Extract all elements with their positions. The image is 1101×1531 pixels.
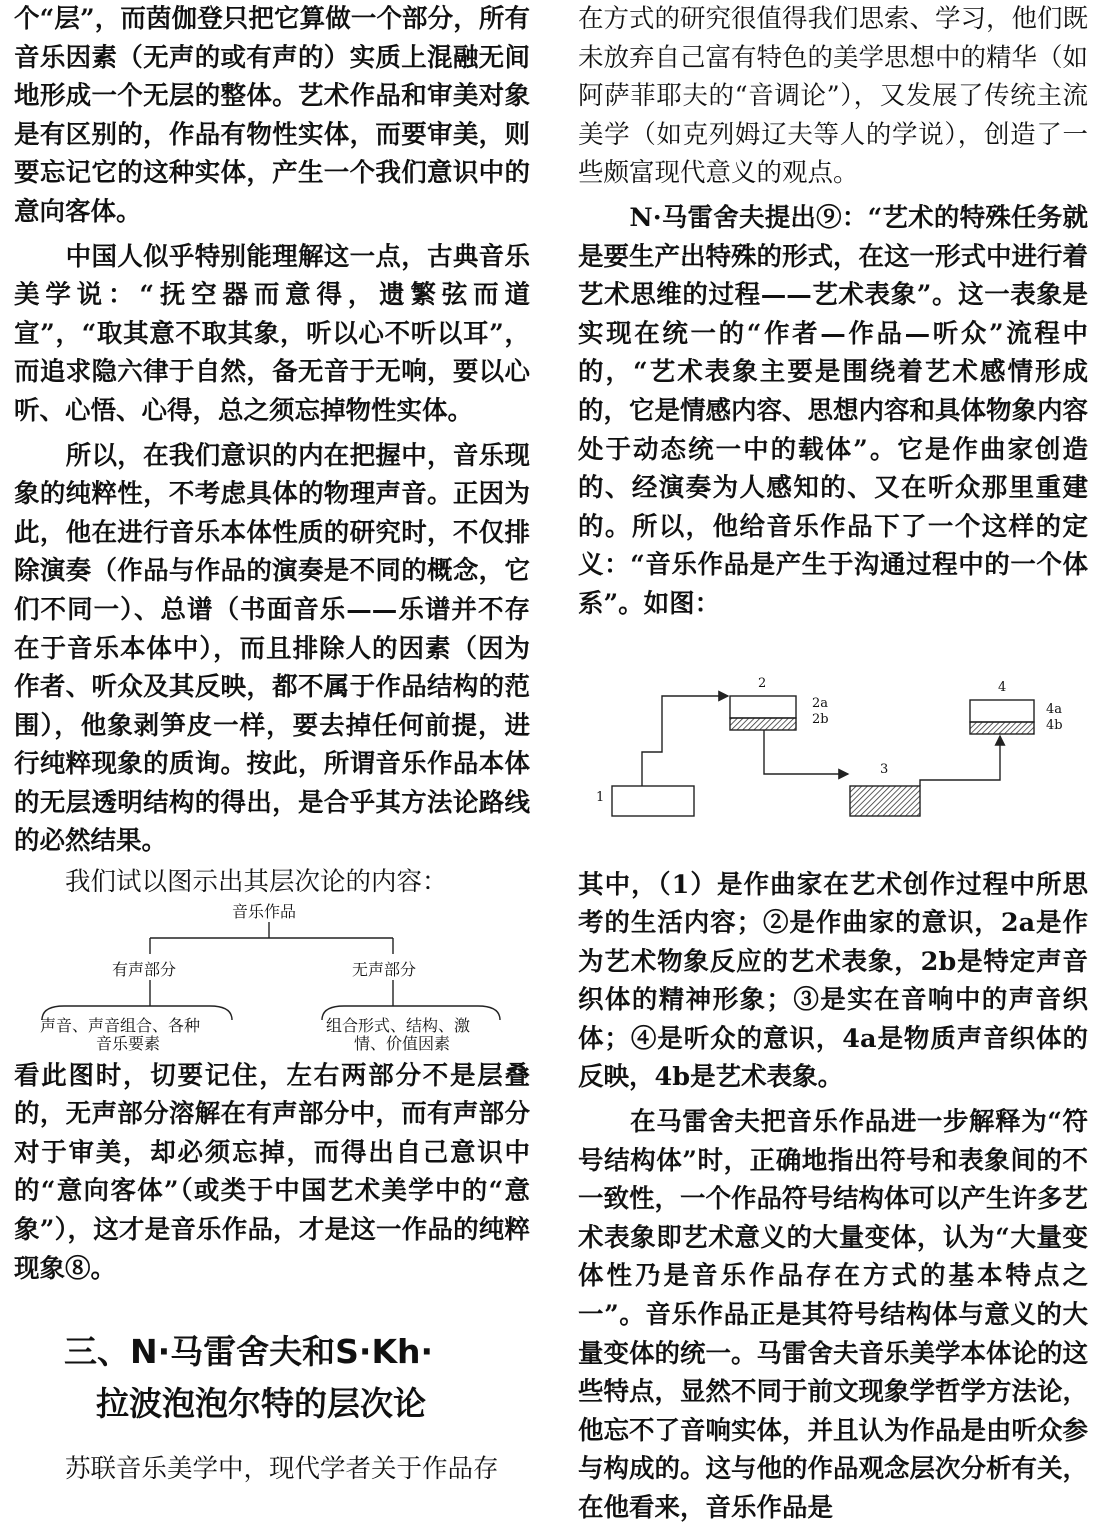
diagram-leaf-silent-1: 组合形式、结构、激 bbox=[326, 1015, 471, 1035]
left-paragraph-2: 中国人似乎特别能理解这一点，古典音乐美学说：“抚空器而意得，遗繁弦而道宣”，“取其意不取其象，听以心不听以耳”，而追求隐六律于自然，备无音于无响，要以心听、心悟、心得，总之须忘掉物性实体。 bbox=[14, 241, 530, 426]
right-paragraph-2: N·马雷舍夫提出⑨：“艺术的特殊任务就是要生产出特殊的形式，在这一形式中进行着艺术思维的过程——艺术表象”。这一表象是实现在统一的“作者—作品—听众”流程中的，“艺术表象主要是围绕着艺术感情形成的，它是情感内容、思想内容和具体物象内容处于动态统一中的载体”。它是作曲家创造的、经演奏为人感知的、又在听众那里重建的。所以，他给音乐作品下了一个这样的定义：“音乐作品是产生于沟通过程中的一个体系”。如图： bbox=[578, 202, 1089, 619]
flow-label-4b: 4b bbox=[1046, 717, 1063, 733]
section-heading bbox=[14, 1326, 530, 1430]
flow-label-3: 3 bbox=[880, 761, 889, 777]
diagram-leaf-sound-2: 音乐要素 bbox=[96, 1033, 161, 1053]
right-paragraph-4: 在马雷舍夫把音乐作品进一步解释为“符号结构体”时，正确地指出符号和表象间的不一致性，一个作品符号结构体可以产生许多艺术表象即艺术意义的大量变体，认为“大量变体性乃是音乐作品存在方式的基本特点之一”。音乐作品正是其符号结构体与意义的大量变体的统一。马雷舍夫音乐美学本体论的这些特点，显然不同于前文现象学哲学方法论，他忘不了音响实体，并且认为作品是由听众参与构成的。这与他的作品观念层次分析有关，在他看来，音乐作品是 bbox=[578, 1107, 1089, 1523]
right-paragraph-3: 其中，（1）是作曲家在艺术创作过程中所思考的生活内容；②是作曲家的意识，2a是作为艺术物象反应的艺术表象，2b是特定声音织体的精神形象；③是实在音响中的声音织体；④是听众的意识，4a是物质声音织体的反映，4b是艺术表象。 bbox=[578, 869, 1088, 1093]
diagram-root: 音乐作品 bbox=[232, 901, 297, 921]
right-column bbox=[578, 0, 1088, 1528]
left-paragraph-6: 苏联音乐美学中，现代学者关于作品存 bbox=[14, 1454, 499, 1485]
flow-lines bbox=[578, 662, 1088, 852]
left-paragraph-1: 个“层”，而茵伽登只把它算做一个部分，所有音乐因素（无声的或有声的）实质上混融无间地形成一个无层的整体。艺术作品和审美对象是有区别的，作品有物性实体，而要审美，则要忘记它的这种实体，产生一个我们意识中的意向客体。 bbox=[14, 4, 530, 227]
diagram-node-silent: 无声部分 bbox=[352, 959, 417, 979]
flow-label-4a: 4a bbox=[1046, 701, 1063, 717]
flow-diagram bbox=[578, 662, 1088, 852]
hierarchy-diagram bbox=[14, 902, 530, 1067]
flow-label-1: 1 bbox=[596, 789, 605, 805]
left-paragraph-5: 看此图时，切要记住，左右两部分不是层叠的，无声部分溶解在有声部分中，而有声部分对于审美，却必须忘掉，而得出自己意识中的“意向客体”（或类于中国艺术美学中的“意象”），这才是音乐作品，才是这一作品的纯粹现象⑧。 bbox=[14, 1060, 530, 1284]
flow-label-2a: 2a bbox=[812, 695, 829, 711]
diagram-leaf-sound-1: 声音、声音组合、各种 bbox=[40, 1015, 201, 1035]
diagram-leaf-silent-2: 情、价值因素 bbox=[354, 1033, 451, 1053]
left-paragraph-3: 所以，在我们意识的内在把握中，音乐现象的纯粹性，不考虑具体的物理声音。正因为此，他在进行音乐本体性质的研究时，不仅排除演奏（作品与作品的演奏是不同的概念，它们不同一）、总谱（书面音乐——乐谱并不存在于音乐本体中），而且排除人的因素（因为作者、听众及其反映，都不属于作品结构的范围），他象剥笋皮一样，要去掉任何前提，进行纯粹现象的质询。按此，所谓音乐作品本体的无层透明结构的得出，是合乎其方法论路线的必然结果。 bbox=[14, 440, 530, 857]
hierarchy-lines bbox=[14, 902, 530, 1067]
section-heading-line-2: 拉波泡泡尔特的层次论 bbox=[96, 1384, 426, 1424]
flow-label-4: 4 bbox=[998, 679, 1007, 695]
left-column bbox=[14, 0, 530, 1489]
flow-label-2: 2 bbox=[758, 675, 767, 691]
diagram-node-sound: 有声部分 bbox=[112, 959, 177, 979]
left-paragraph-4: 我们试以图示出其层次论的内容： bbox=[14, 867, 448, 898]
right-paragraph-1: 在方式的研究很值得我们思索、学习，他们既未放弃自己富有特色的美学思想中的精华（如阿萨菲耶夫的“音调论”），又发展了传统主流美学（如克列姆辽夫等人的学说），创造了一些颇富现代意义的观点。 bbox=[578, 4, 1089, 189]
section-heading-line-1: 三、N·马雷舍夫和S·Kh· bbox=[64, 1332, 434, 1372]
flow-label-2b: 2b bbox=[812, 711, 829, 727]
